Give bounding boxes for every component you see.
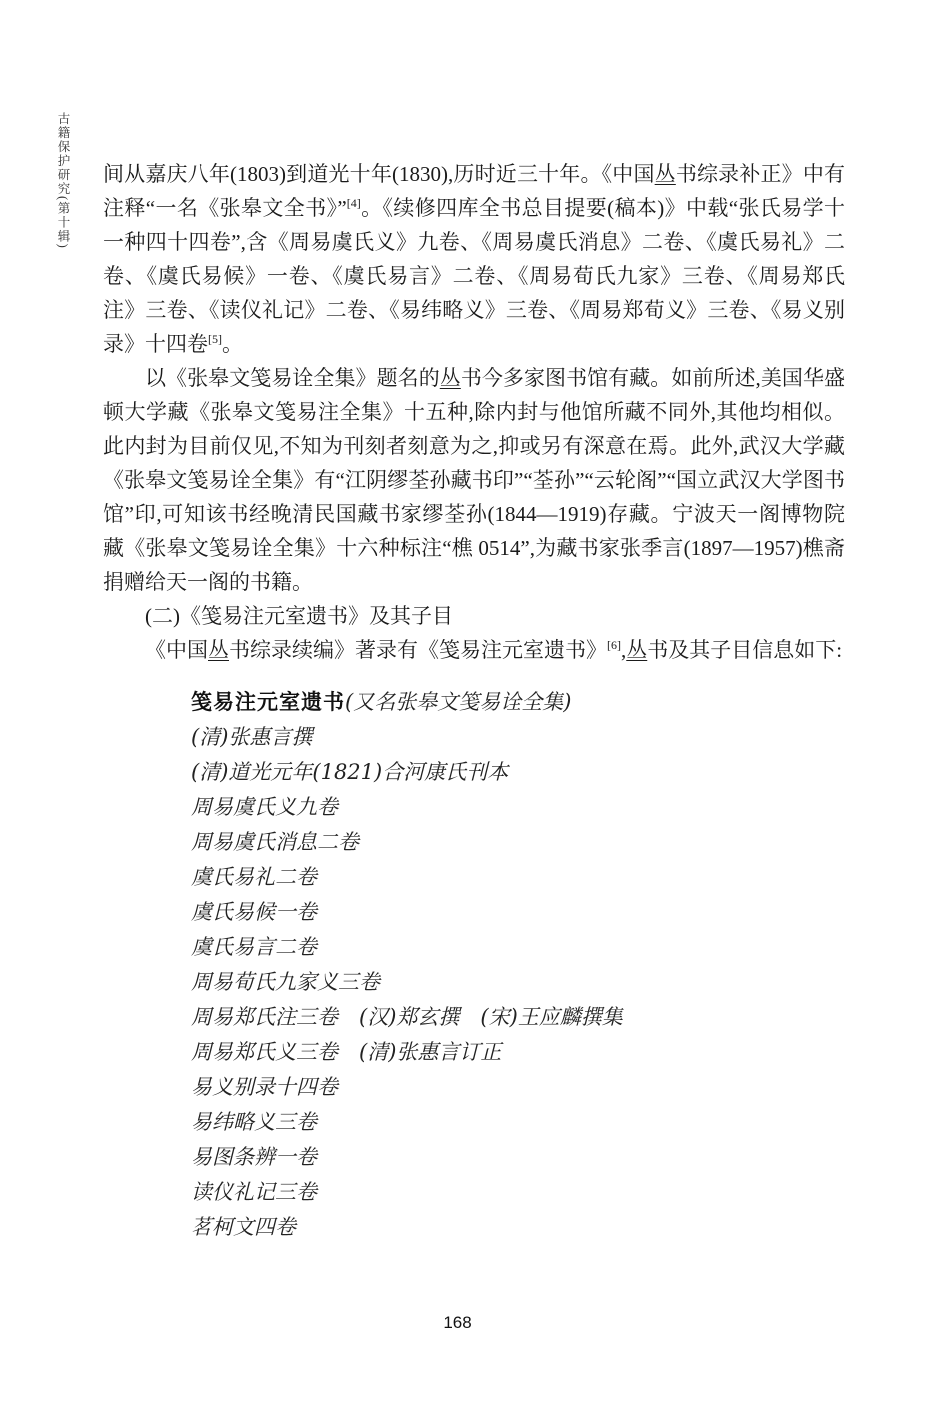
- book-list-item: 周易虞氏消息二卷: [191, 830, 359, 854]
- book-list-title-line: [191, 685, 845, 720]
- book-list: [191, 685, 845, 1245]
- book-list-item: 易纬略义三卷: [191, 1110, 317, 1134]
- book-list-item: 易图条辨一卷: [191, 1145, 317, 1169]
- book-list-item: 周易荀氏九家义三卷: [191, 970, 380, 994]
- footnote-ref-5: [5]: [208, 332, 222, 346]
- book-list-item: 周易虞氏义九卷: [191, 795, 338, 819]
- paragraph-1-text: 间从嘉庆八年(1803)到道光十年(1830),历时近三十年。《中国丛书综录补正》中有注释“一名《张皋文全书》”: [103, 162, 846, 220]
- paragraph-4: [103, 633, 845, 667]
- paragraph-2: 以《张皋文笺易诠全集》题名的丛书今多家图书馆有藏。如前所述,美国华盛顿大学藏《张皋文笺易注全集》十五种,除内封与他馆所藏不同外,其他均相似。此内封为目前仅见,不知为刊刻者刻意为之,抑或另有深意在焉。此外,武汉大学藏《张皋文笺易诠全集》有“江阴缪荃孙藏书印”“荃孙”“云轮阁”“国立武汉大学图书馆”印,可知该书经晚清民国藏书家缪荃孙(1844—1919)存藏。宁波天一阁博物院藏《张皋文笺易诠全集》十六种标注“樵 0514”,为藏书家张季言(1897—1957)樵斋捐赠给天一阁的书籍。: [103, 366, 846, 594]
- book-list-item: 虞氏易候一卷: [191, 900, 317, 924]
- sidebar-vertical-series-title: 古籍保护研究(第十辑): [56, 112, 70, 250]
- footnote-ref-4: [4]: [346, 196, 361, 210]
- section-heading: (二)《笺易注元室遗书》及其子目: [145, 604, 453, 628]
- book-list-item: 虞氏易礼二卷: [191, 865, 317, 889]
- book-list-item: 周易郑氏义三卷 (清)张惠言订正: [191, 1040, 502, 1064]
- page-content: [103, 157, 845, 1245]
- paragraph-4-text: 《中国丛书综录续编》著录有《笺易注元室遗书》: [145, 638, 607, 662]
- book-list-item: 茗柯文四卷: [191, 1215, 296, 1239]
- book-list-item: 周易郑氏注三卷 (汉)郑玄撰 (宋)王应麟撰集: [191, 1005, 623, 1029]
- paragraph-4-text: ,丛书及其子目信息如下:: [621, 638, 843, 662]
- book-list-item: 易义别录十四卷: [191, 1075, 338, 1099]
- paragraph-1: [103, 157, 845, 361]
- book-list-item: 读仪礼记三卷: [191, 1180, 317, 1204]
- series-alt-title: (又名张皋文笺易诠全集): [345, 690, 572, 714]
- footnote-ref-6: [6]: [607, 638, 621, 652]
- paragraph-1-text: 。: [222, 332, 243, 356]
- book-list-item: (清)张惠言撰: [191, 725, 313, 749]
- book-list-item: (清)道光元年(1821)合河康氏刊本: [191, 760, 509, 784]
- series-title: 笺易注元室遗书: [191, 691, 345, 714]
- paragraph-1-text: 。《续修四库全书总目提要(稿本)》中载“张氏易学十一种四十四卷”,含《周易虞氏义》九卷、《周易虞氏消息》二卷、《虞氏易礼》二卷、《虞氏易候》一卷、《虞氏易言》二卷、《周易荀氏九家》三卷、《周易郑氏注》三卷、《读仪礼记》二卷、《易纬略义》三卷、《周易郑荀义》三卷、《易义别录》十四卷: [103, 196, 845, 356]
- page-number: 168: [443, 1313, 472, 1332]
- book-list-item: 虞氏易言二卷: [191, 935, 317, 959]
